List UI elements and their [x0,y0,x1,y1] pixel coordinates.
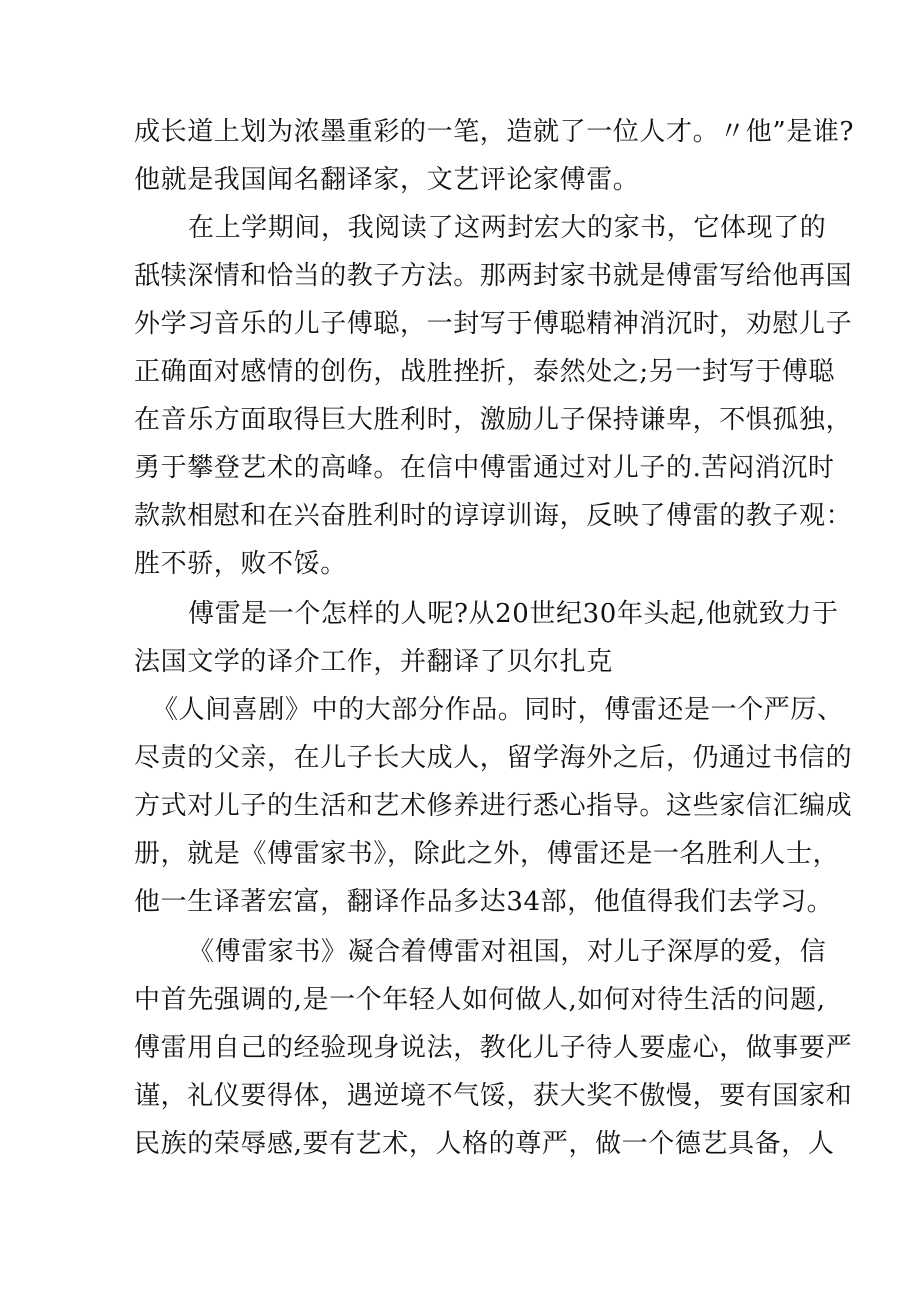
text-line: 外学习音乐的儿子傅聪，一封写于傅聪精神消沉时，劝慰儿子 [134,309,853,339]
text-line: 尽责的父亲，在儿子长大成人，留学海外之后，仍通过书信的 [134,743,853,773]
text-line: 他就是我国闻名翻译家，文艺评论家傅雷。 [134,165,640,195]
text-line: 在音乐方面取得巨大胜利时，激励儿子保持谦卑，不惧孤独， [134,405,853,435]
text-line: 款款相慰和在兴奋胜利时的谆谆训诲，反映了傅雷的教子观： [134,501,853,531]
text-line: 《傅雷家书》凝合着傅雷对祖国，对儿子深厚的爱，信 [188,937,827,967]
text-line: 舐犊深情和恰当的教子方法。那两封家书就是傅雷写给他再国 [134,261,853,291]
text-line: 《人间喜剧》中的大部分作品。同时，傅雷还是一个严厉、 [152,695,844,725]
text-line: 傅雷是一个怎样的人呢?从20世纪30年头起,他就致力于 [188,599,839,629]
text-line: 方式对儿子的生活和艺术修养进行悉心指导。这些家信汇编成 [134,791,853,821]
text-line: 册，就是《傅雷家书》，除此之外，傅雷还是一名胜利人士， [134,839,840,869]
text-line: 正确面对感情的创伤，战胜挫折，泰然处之;另一封写于傅聪 [134,357,835,387]
text-line: 民族的荣辱感,要有艺术，人格的尊严，做一个德艺具备，人 [134,1129,835,1159]
text-line: 在上学期间，我阅读了这两封宏大的家书，它体现了的 [188,213,827,243]
text-line: 勇于攀登艺术的高峰。在信中傅雷通过对儿子的.苦闷消沉时 [134,453,835,483]
text-line: 中首先强调的,是一个年轻人如何做人,如何对待生活的问题, [134,985,826,1015]
text-line: 傅雷用自己的经验现身说法，教化儿子待人要虚心，做事要严 [134,1033,853,1063]
text-line: 胜不骄，败不馁。 [134,549,347,579]
text-line: 法国文学的译介工作，并翻译了贝尔扎克 [134,647,613,677]
text-line: 谨，礼仪要得体，遇逆境不气馁，获大奖不傲慢，要有国家和 [134,1081,853,1111]
text-line: 他一生译著宏富，翻译作品多达34部，他值得我们去学习。 [134,887,834,917]
text-line: 成长道上划为浓墨重彩的一笔，造就了一位人才。〃他”是谁? [134,117,855,147]
